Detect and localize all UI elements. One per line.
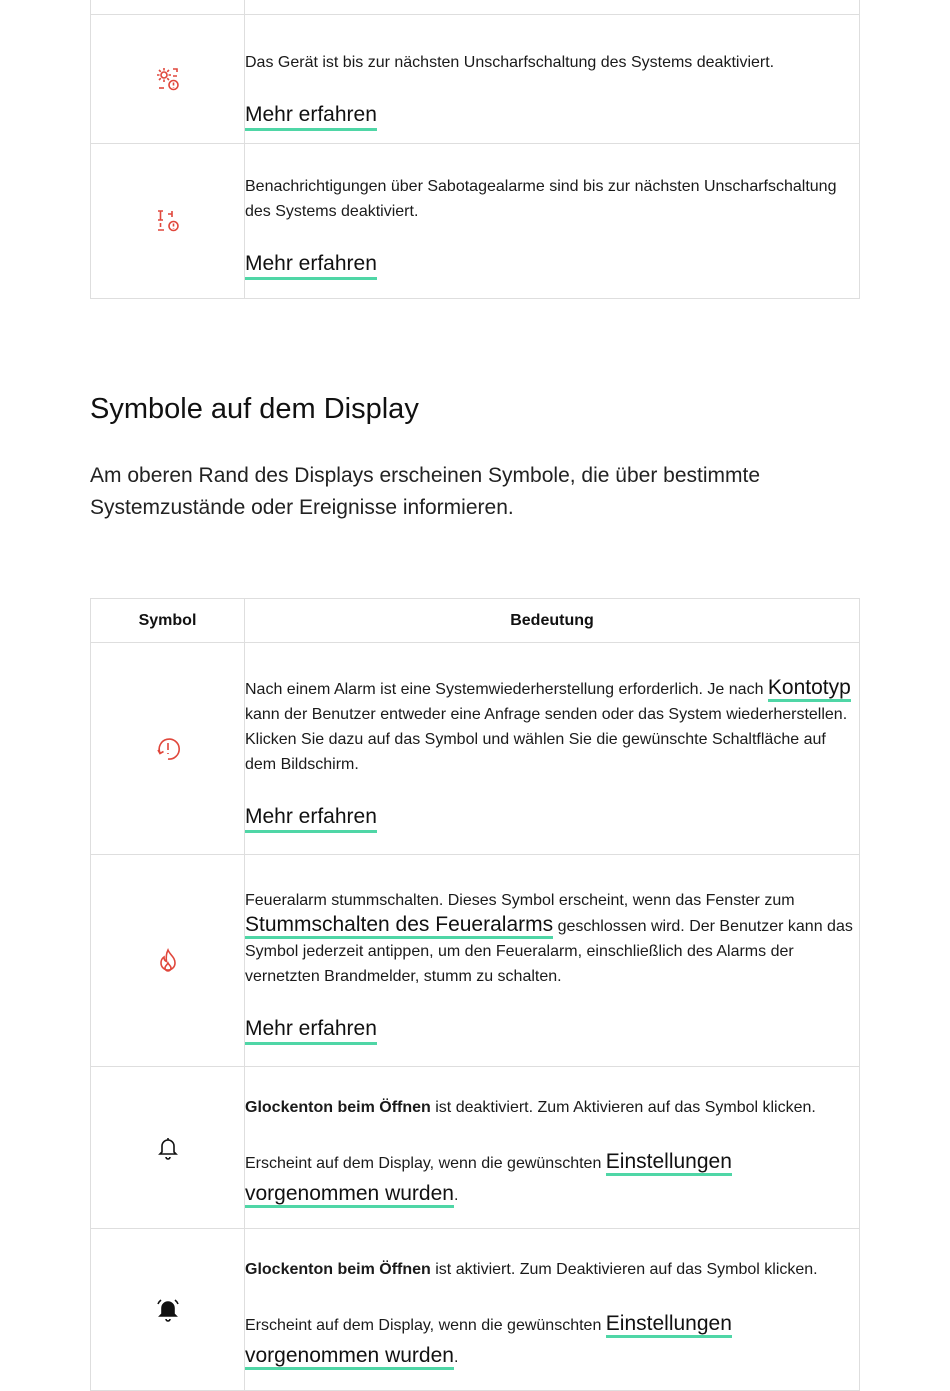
learn-more-link[interactable]: Mehr erfahren [245,805,377,833]
row-description: Das Gerät ist bis zur nächsten Unscharfschaltung des Systems deaktiviert. [245,53,775,71]
table-row [91,0,860,15]
row-text: kann der Benutzer entweder eine Anfrage senden oder das System wiederherstellen. Klicken Sie dazu auf das Symbol und wählen Sie die gewünschte Schaltfläche auf dem Bildschirm. [245,705,848,773]
table-row [91,1067,860,1229]
row-text: Feueralarm stummschalten. Dieses Symbol erscheint, wenn das Fenster zum [245,891,795,909]
row-text: geschlossen wird. Der Benutzer kann das Symbol jederzeit antippen, um den Feueralarm, einschließlich des Alarms der vernetzten Brandmelder, stumm zu schalten. [245,917,853,985]
learn-more-link[interactable]: Mehr erfahren [245,103,377,131]
row-text: . [453,1186,459,1204]
row-text: Erscheint auf dem Display, wenn die gewünschten [245,1316,602,1334]
table-cell [91,144,245,299]
table-row [91,855,860,1067]
row-description [245,888,859,989]
row-text: ist deaktiviert. Zum Aktivieren auf das Symbol klicken. [435,1098,816,1116]
row-text: ist aktiviert. Zum Deaktivieren auf das Symbol klicken. [435,1260,818,1278]
settings-link[interactable]: Einstellungen vorgenommen wurden [245,1312,732,1370]
column-header-meaning: Bedeutung [245,599,860,643]
row-text: . [453,1348,459,1366]
gear-alert-icon [155,70,181,87]
account-type-link[interactable]: Kontotyp [768,676,851,702]
row-note [245,1310,859,1374]
table-cell [245,0,860,15]
table-cell [91,15,245,144]
table-cell [245,144,860,299]
table-cell [245,1067,860,1229]
bell-outline-icon [156,1139,180,1156]
table-header-row [91,599,860,643]
feature-name: Glockenton beim Öffnen [245,1098,431,1116]
display-symbols-table [90,598,860,1391]
column-header-symbol: Symbol [91,599,245,643]
row-text: Erscheint auf dem Display, wenn die gewünschten [245,1154,602,1172]
table-cell [245,855,860,1067]
table-cell [91,1229,245,1391]
learn-more-link[interactable]: Mehr erfahren [245,1017,377,1045]
table-cell [91,643,245,855]
table-row [91,1229,860,1391]
feature-name: Glockenton beim Öffnen [245,1260,431,1278]
device-status-table [90,0,860,299]
settings-link[interactable]: Einstellungen vorgenommen wurden [245,1150,732,1208]
table-cell [91,855,245,1067]
table-row [91,643,860,855]
section-title: Symbole auf dem Display [90,393,419,425]
table-cell [91,1067,245,1229]
row-description [245,1095,859,1120]
table-cell [245,15,860,144]
table-row [91,15,860,144]
row-description [245,1257,859,1282]
bell-ringing-icon [154,1301,182,1318]
restore-alert-icon [155,740,181,757]
row-description: Benachrichtigungen über Sabotagealarme sind bis zur nächsten Unscharfschaltung des Systems deaktiviert. [245,178,837,220]
fire-icon [157,952,179,969]
row-note [245,1148,859,1212]
table-cell [245,643,860,855]
table-cell [245,1229,860,1391]
table-cell [91,0,245,15]
row-text: Nach einem Alarm ist eine Systemwiederherstellung erforderlich. Je nach [245,680,764,698]
tamper-alert-icon [155,212,181,229]
row-description [245,676,859,777]
table-row [91,144,860,299]
learn-more-link[interactable]: Mehr erfahren [245,252,377,280]
mute-fire-alarm-link[interactable]: Stummschalten des Feueralarms [245,913,553,939]
section-intro: Am oberen Rand des Displays erscheinen Symbole, die über bestimmte Systemzustände oder Ereignisse informieren. [90,464,761,519]
